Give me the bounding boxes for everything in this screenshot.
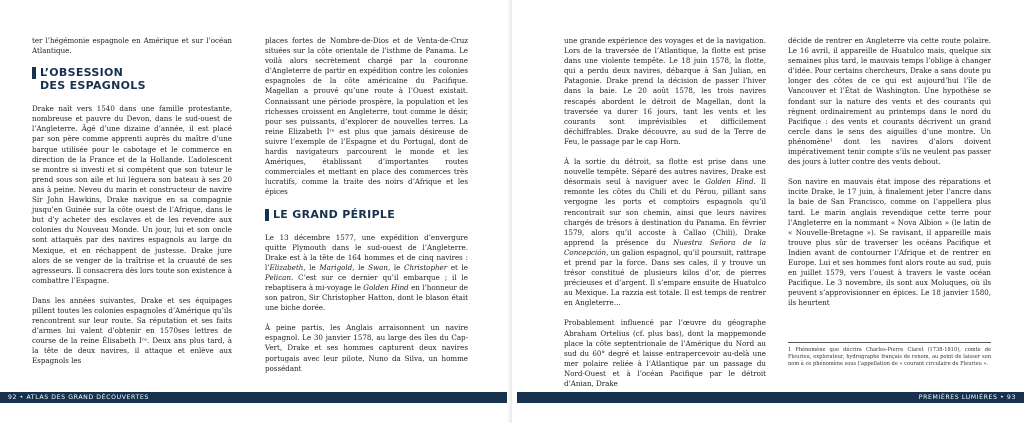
text-run: , le [303,262,320,272]
footnote: 1 Phénomène que décrira Charles-Pierre Claret (1738-1810), comte de Fleurieu, explorateur, hydrographe français de renom, au point de laisser son nom à ce phénomène sous l’appellation de « courant circulaire de Fleurieu ». [788,342,991,368]
ship-name: Nuestra Señora de la Concepción [564,237,766,257]
paragraph: Drake naît vers 1540 dans une famille protestante, nombreuse et pauvre du Devon, dans le sud-ouest de l’Angleterre. Âgé d’une dizaine d’année, il est placé par son père comme apprenti auprès du maître d’une barque utilisée pour le cabotage et le commerce en direction de la France et de la Hollande. L’adolescent se montre si investi et si compétent que son tuteur le prend sous son aile et lui lèguera son bateau à ses 20 ans à peine. Neveu du marin et constructeur de navire Sir John Hawkins, Drake navigue en sa compagnie jusqu’en Guinée sur la côte ouest de l’Afrique, dans le but d’y acheter des esclaves et de les revendre aux colonies du Nouveau Monde. Un jour, lui et son oncle sont attaqués par des navires espagnols au large du Mexique, et en réchappent de justesse. Drake jure alors de se venger de la traîtrise et la cruauté de ses agresseurs. Il consacrera dès lors toute son existence à combattre l’Espagne. [32,104,232,285]
right-footer-band: PREMIÈRES LUMIÈRES • 93 [517,392,1024,403]
paragraph: Son navire en mauvais état impose des réparations et incite Drake, le 17 juin, à finalement jeter l’ancre dans la baie de San Francisco, comme on l’appellera plus tard. Le marin anglais revendique cette terre pour l’Angleterre en la nommant « Nova Albion » (le latin de « Nouvelle-Bretagne »). Se ravisant, il appareille mais trouve plus sûr de traverser les océans Pacifique et Indien avant de contourner l’Afrique et de rentrer en Europe. Lui et ses hommes font alors route au sud, puis en juillet 1579, vers l’ouest à travers le vaste océan Pacifique. Le 3 novembre, ils sont aux Moluques, où ils peuvent s’approvisionner en épices. Le 18 janvier 1580, ils heurtent [788,177,991,308]
paragraph: Probablement influencé par l’œuvre du géographe Abraham Ortelius (cf. plus bas), dont la mappemonde place la côte septentrionale de l’Amérique du Nord au sud du 60° degré et laisse entrapercevoir au-delà une mer polaire reliée à l’Atlantique par un passage du Nord-Ouest et à l’océan Pacifique par le détroit d’Anian, Drake [564,318,766,388]
section-heading-grand-periple [265,208,468,221]
text-run: À la sortie du détroit, sa flotte est prise dans une nouvelle tempête. Séparé des autres navires, Drake est désormais seul à naviguer avec le [564,157,766,187]
section-heading-obsession [32,66,232,92]
paragraph-ships [564,157,766,308]
right-column-1 [564,36,766,399]
ship-name: Golden Hind [705,177,754,187]
heading-bar [265,209,269,221]
paragraph: places fortes de Nombre-de-Dios et de Venta-de-Cruz situées sur la côte orientale de l’isthme de Panama. Le voilà alors secrètement chargé par la couronne d’Angleterre de partir en expédition contre les colonies espagnoles de la côte américaine du Pacifique. Magellan a prouvé qu’une route à l’Ouest existait. Connaissant une période prospère, la population et les richesses croissent en Angleterre, tout comme le désir, pour ses puissants, d’explorer de nouvelles terres. La reine Elizabeth Iʳᵉ est plus que jamais désireuse de suivre l’exemple de l’Espagne et du Portugal, dont de hardis navigateurs parcourent le monde et les Amériques, établissant d’importantes routes commerciales et mettant en place des commerces très lucratifs, comme la traite des noirs d’Afrique et les épices [265,36,468,197]
text-run: , le [387,262,405,272]
right-page [512,0,1024,423]
paragraph: À peine partis, les Anglais arraisonnent un navire espagnol. Le 30 janvier 1578, au large des îles du Cap-Vert, Drake et ses hommes capturent deux navires portugais avec leur pilote, Nuno da Silva, un homme possédant [265,323,468,373]
paragraph: décide de rentrer en Angleterre via cette route polaire. Le 16 avril, il appareille de Huatulco mais, quelque six semaines plus tard, le mauvais temps l’oblige à changer d’idée. Pour certains chercheurs, Drake a sans doute pu longer des côtes de ce qui est aujourd’hui l’île de Vancouver et l’État de Washington. Une hypothèse se fondant sur la nature des vents et des courants qui règnent ordinairement au printemps dans le nord du Pacifique : des vents et courants décrivent un grand cercle dans le sens des aiguilles d’une montre. Un phénomène¹ dont les navires d’alors doivent impérativement tenir compte s’ils ne veulent pas passer des jours à lutter contre des vents debout. [788,36,991,167]
heading-line-2: DES ESPAGNOLS [40,79,146,93]
text-run: , un galion espagnol, qu’il poursuit, rattrape et prend par la force. Dans ses cales, il y trouve un trésor constitué de plusieurs kilos d’or, de pierres précieuses et d’argent. Il s’empare ensuite de Huatulco au Mexique. La razzia est totale. Il est temps de rentrer en Angleterre… [564,247,766,308]
ship-name: Swan [368,262,388,272]
text-run: et le [447,262,468,272]
ship-name: Pelican [265,272,291,282]
text-run: . C’est sur ce dernier qu’il embarque ; il le rebaptisera à mi-voyage le [265,272,468,292]
text-run: , le [352,262,369,272]
heading-line-1: L’OBSESSION [40,66,124,80]
ship-name: Christopher [404,262,448,272]
ship-name: Elizabeth [269,262,304,272]
left-footer-band: 92 • ATLAS DES GRAND DÉCOUVERTES [0,392,507,403]
heading-text: LE GRAND PÉRIPLE [273,207,396,221]
paragraph: Dans les années suivantes, Drake et ses équipages pillent toutes les colonies espagnoles d’Amérique qu’ils rencontrent sur leur route. Sa réputation et ses faits d’armes lui valent d’obtenir en 1570ses lettres de course de la reine Élisabeth Iʳᵉ. Deux ans plus tard, à la tête de deux navires, il attaque et enlève aux Espagnols les [32,295,232,366]
paragraph: une grande expérience des voyages et de la navigation. Lors de la traversée de l’Atlantique, la flotte est prise dans une violente tempête. Le 18 juin 1578, la flotte, qui a perdu deux navires, débarque à San Julian, en Patagonie. Drake prend la décision de passer l’hiver dans la baie. Le 20 août 1578, les trois navires rescapés abordent le détroit de Magellan, dont la traversée va durer 16 jours, tant les vents et les courants sont imprévisibles et difficilement déchiffrables. Drake découvre, au sud de la Terre de Feu, le passage par le cap Horn. [564,36,766,146]
heading-bar [32,67,36,79]
text-run: . Il remonte les côtes du Chili et du Pérou, pillant sans vergogne les ports et comptoirs espagnols qu’il rencontrait sur son chemin, ainsi que leurs navires chargés de trésors à destination du Panama. En février 1579, alors qu’il accoste à Callao (Chili), Drake apprend la présence du [564,177,766,247]
right-column-2 [788,36,991,318]
left-column-2 [265,36,468,384]
ship-name: Golden Hind [363,282,409,292]
paragraph-ships [265,233,468,314]
left-column-1 [32,36,232,377]
ship-name: Marigold [319,262,353,272]
paragraph: ter l’hégémonie espagnole en Amérique et sur l’océan Atlantique. [32,36,232,56]
text-run: Le 13 décembre 1577, une expédition d’envergure quitte Plymouth dans le sud-ouest de l’Angleterre. Drake est à la tête de 164 hommes et de cinq navires : l’ [265,232,468,272]
text-run: en l’honneur de son patron, Sir Christopher Hatton, dont le blason était une biche dorée. [265,282,468,313]
